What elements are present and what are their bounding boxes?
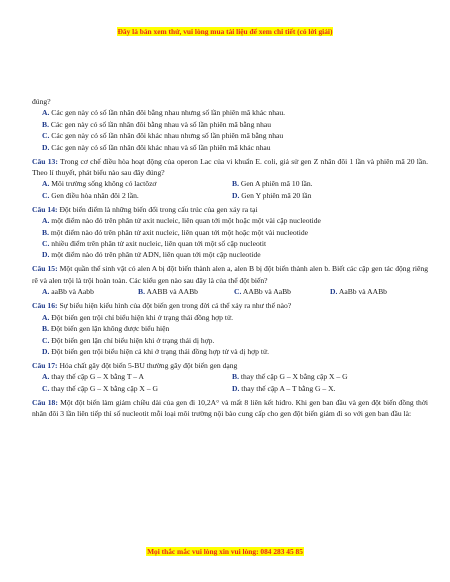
q12-option-c: C. Các gen này có số lần nhân đôi khác nhau nhưng số lần phiên mã bằng nhau — [42, 131, 284, 141]
question-16: Câu 16: Sự biểu hiện kiểu hình của đột biến gen trong đời cá thể xảy ra như thế nào? — [32, 301, 292, 311]
q13-option-c: C. Gen điều hòa nhân đôi 2 lần. — [42, 190, 139, 200]
preview-banner: Đây là bản xem thử, vui lòng mua tài liệu để xem chi tiết (có lời giải) — [117, 27, 333, 36]
question-13: Câu 13: Trong cơ chế điều hòa hoạt động của operon Lac của vi khuẩn E. coli, giả sử gen Z nhân đôi 1 lần và phiên mã 20 lần. Theo lí thuyết, phát biểu nào sau đây đúng? — [32, 156, 428, 178]
q14-option-a: A. một điểm nào đó trên phân tử axit nucleic, liên quan tới một hoặc một vài cặp nucleotide — [42, 216, 321, 226]
q13-option-d: D. Gen Y phiên mã 20 lần — [232, 190, 312, 200]
document-body — [32, 96, 428, 420]
q12-option-d: D. Các gen này có số lần nhân đôi khác nhau và số lần phiên mã khác nhau — [42, 142, 271, 152]
q12-option-b: B. Các gen này có số lần nhân đôi bằng nhau và số lần phiên mã bằng nhau — [42, 119, 272, 129]
q12-option-a: A. Các gen này có số lần nhân đôi bằng nhau nhưng số lần phiên mã khác nhau. — [42, 108, 286, 118]
contact-banner: Mọi thắc mắc vui lòng xin vui lòng: 084 283 45 85 — [147, 547, 303, 556]
q14-option-b: B. một điểm nào đó trên phân tử axit nucleic, liên quan tới một hoặc một vài nucleotide — [42, 227, 309, 237]
q17-option-c: C. thay thế cặp G – X bằng cặp X – G — [42, 383, 158, 393]
q17-options-row-2 — [32, 383, 428, 394]
question-18: Câu 18: Một đột biến làm giảm chiều dài của gen đi 10,2A° và mất 8 liên kết hiđro. Khi gen ban đầu và gen đột biến đồng thời nhân đôi 3 lần liên tiếp thì số nucleotit mỗi loại môi trường nội bào cung cấp cho gen đột biến giảm đi so với gen ban đầu là: — [32, 397, 428, 419]
q17-option-d: D. thay thế cặp A – T bằng G – X. — [232, 383, 336, 393]
q16-option-d: D. Đột biến gen trội biểu hiện cả khi ở trạng thái đồng hợp tử và dị hợp tử. — [42, 346, 269, 356]
q17-option-a: A. thay thế cặp G – X bằng T – A — [42, 372, 145, 382]
q15-option-a: A. aaBb và Aabb — [42, 287, 94, 297]
q13-options-row-1 — [32, 178, 428, 189]
q15-options-row — [32, 286, 428, 297]
q13-options-row-2 — [32, 190, 428, 201]
q14-option-d: D. một điểm nào đó trên phân tử ADN, liên quan tới một cặp nucleotide — [42, 250, 261, 260]
q17-options-row-1 — [32, 371, 428, 382]
q15-option-b: B. AABB và AABb — [138, 287, 198, 297]
q16-option-c: C. Đột biến gen lặn chỉ biểu hiện khi ở trạng thái dị hợp. — [42, 335, 215, 345]
q15-option-c: C. AABb và AaBb — [234, 287, 291, 297]
q17-option-b: B. thay thế cặp G – X bằng cặp X – G — [232, 372, 348, 382]
question-17: Câu 17: Hóa chất gây đột biến 5-BU thường gây đột biến gen dạng — [32, 360, 238, 370]
intro-text: đúng? — [32, 97, 51, 106]
q13-option-b: B. Gen A phiên mã 10 lần. — [232, 179, 313, 189]
q14-option-c: C. nhiều điểm trên phân tử axit nucleic, liên quan tới một số cặp nucleotit — [42, 239, 267, 249]
q16-option-a: A. Đột biến gen trội chỉ biểu hiện khi ở trạng thái đồng hợp tử. — [42, 312, 234, 322]
question-15: Câu 15: Một quần thể sinh vật có alen A bị đột biến thành alen a, alen B bị đột biến thành alen b. Biết các cặp gen tác động riêng rẽ và alen trội là trội hoàn toàn. Các kiểu gen nào sau đây là của thể đột biến? — [32, 264, 428, 285]
q16-option-b: B. Đột biến gen lặn không được biểu hiện — [42, 324, 170, 334]
q15-option-d: D. AaBb và AABb — [330, 287, 387, 297]
question-14: Câu 14: Đột biến điểm là những biến đổi trong cấu trúc của gen xảy ra tại — [32, 204, 258, 214]
q13-option-a: A. Môi trường sống không có lactôzơ — [42, 179, 157, 189]
